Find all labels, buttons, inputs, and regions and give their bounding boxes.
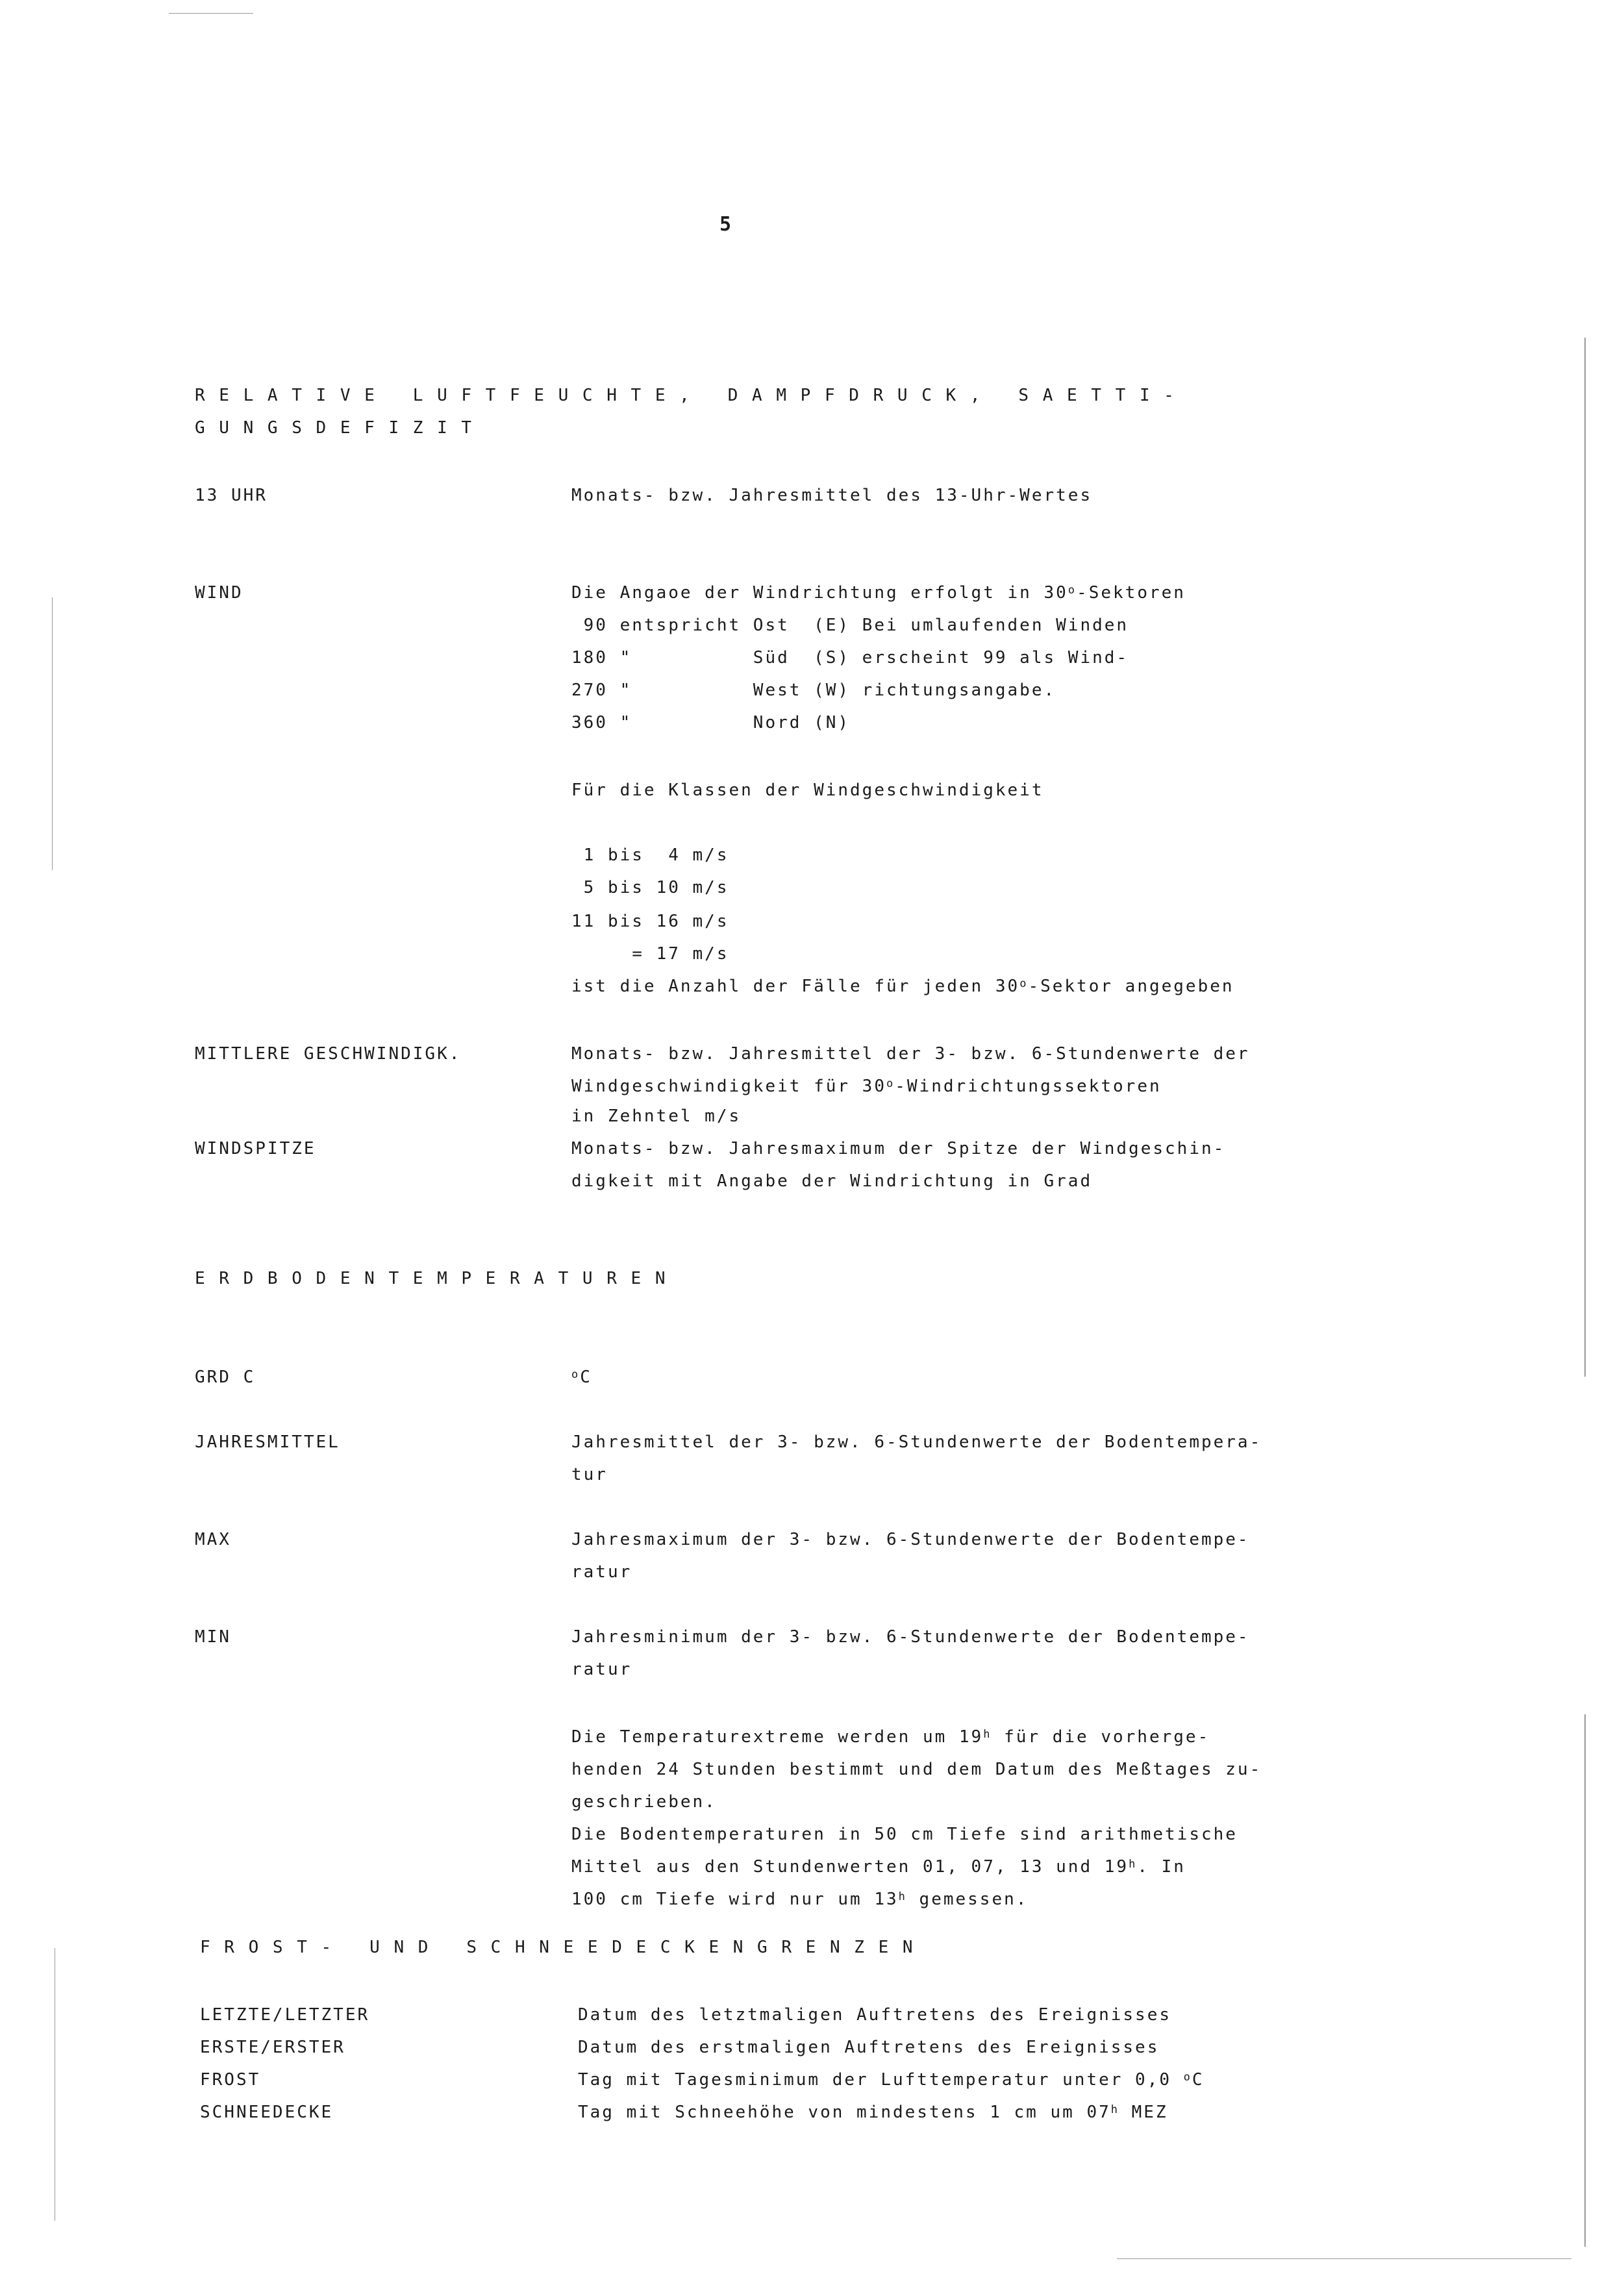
definition-snow-cover: Tag mit Schneehöhe von mindestens 1 cm um 07$^h$ MEZ bbox=[578, 2103, 1168, 2122]
term-frost: FROST bbox=[200, 2070, 261, 2090]
definition-annual-mean-line-1: Jahresmittel der 3- bzw. 6-Stundenwerte der Bodentempera- bbox=[571, 1432, 1262, 1452]
term-13-uhr: 13 UHR bbox=[195, 486, 268, 505]
definition-max-line-2: ratur bbox=[571, 1562, 632, 1582]
term-mean-speed: MITTLERE GESCHWINDIGK. bbox=[195, 1044, 462, 1064]
definition-wind-gust-line-1: Monats- bzw. Jahresmaximum der Spitze der Windgeschin- bbox=[571, 1139, 1226, 1158]
definition-last: Datum des letztmaligen Auftretens des Ereignisses bbox=[578, 2005, 1172, 2025]
term-wind-gust: WINDSPITZE bbox=[195, 1139, 316, 1158]
term-snow-cover: SCHNEEDECKE bbox=[200, 2103, 334, 2122]
section-heading-humidity: R E L A T I V E L U F T F E U C H T E , D A M P F D R U C K , S A E T T I - bbox=[195, 386, 1176, 405]
note-depth-line-3: 100 cm Tiefe wird nur um 13$^h$ gemessen. bbox=[571, 1890, 1029, 1909]
note-depth-line-2: Mittel aus den Stundenwerten 01, 07, 13 und 19$^h$. In bbox=[571, 1857, 1186, 1877]
wind-classes-intro: Für die Klassen der Windgeschwindigkeit bbox=[571, 781, 1044, 800]
definition-wind-gust-line-2: digkeit mit Angabe der Windrichtung in Grad bbox=[571, 1171, 1093, 1191]
term-last: LETZTE/LETZTER bbox=[200, 2005, 370, 2025]
definition-min-line-1: Jahresminimum der 3- bzw. 6-Stundenwerte der Bodentempe- bbox=[571, 1627, 1250, 1647]
definition-min-line-2: ratur bbox=[571, 1660, 632, 1679]
definition-wind-line-3: 180 " Süd (S) erscheint 99 als Wind- bbox=[571, 648, 1129, 668]
section-heading-soil: E R D B O D E N T E M P E R A T U R E N bbox=[195, 1269, 668, 1288]
scan-edge-line-lower bbox=[1584, 1714, 1586, 2247]
definition-13-uhr: Monats- bzw. Jahresmittel des 13-Uhr-Wertes bbox=[571, 486, 1093, 505]
definition-annual-mean-line-2: tur bbox=[571, 1465, 608, 1484]
scan-top-line bbox=[169, 13, 253, 14]
definition-mean-speed-line-3: in Zehntel m/s bbox=[571, 1106, 742, 1126]
definition-mean-speed-line-2: Windgeschwindigkeit für 30$^o$-Windrichtungssektoren bbox=[571, 1077, 1162, 1096]
definition-mean-speed-line-1: Monats- bzw. Jahresmittel der 3- bzw. 6-Stundenwerte der bbox=[571, 1044, 1250, 1064]
definition-wind-line-1: Die Angaoe der Windrichtung erfolgt in 30$^o$-Sektoren bbox=[571, 583, 1186, 603]
note-extremes-line-1: Die Temperaturextreme werden um 19$^h$ für die vorherge- bbox=[571, 1727, 1210, 1747]
note-extremes-line-3: geschrieben. bbox=[571, 1792, 717, 1812]
term-max: MAX bbox=[195, 1530, 231, 1549]
scan-edge-line bbox=[1584, 338, 1586, 1377]
term-first: ERSTE/ERSTER bbox=[200, 2038, 345, 2057]
definition-wind-line-4: 270 " West (W) richtungsangabe. bbox=[571, 681, 1056, 700]
wind-class-3: 11 bis 16 m/s bbox=[571, 912, 729, 931]
term-wind: WIND bbox=[195, 583, 244, 603]
scan-left-mark bbox=[52, 597, 53, 870]
definition-wind-line-5: 360 " Nord (N) bbox=[571, 713, 851, 732]
wind-count-note: ist die Anzahl der Fälle für jeden 30$^o$-Sektor angegeben bbox=[571, 977, 1234, 996]
definition-grd-c: $^o$C bbox=[571, 1368, 592, 1387]
scan-bottom-line bbox=[1117, 2258, 1571, 2259]
wind-class-2: 5 bis 10 m/s bbox=[571, 878, 729, 897]
definition-first: Datum des erstmaligen Auftretens des Ereignisses bbox=[578, 2038, 1160, 2057]
note-extremes-line-2: henden 24 Stunden bestimmt und dem Datum des Meßtages zu- bbox=[571, 1760, 1262, 1779]
definition-frost: Tag mit Tagesminimum der Lufttemperatur unter 0,0 $^o$C bbox=[578, 2070, 1205, 2090]
section-heading-humidity-cont: G U N G S D E F I Z I T bbox=[195, 418, 474, 438]
section-heading-frost-snow: F R O S T - U N D S C H N E E D E C K E N G R E N Z E N bbox=[200, 1938, 915, 1957]
wind-class-4: = 17 m/s bbox=[571, 944, 729, 964]
page-number: 5 bbox=[719, 213, 732, 236]
term-annual-mean: JAHRESMITTEL bbox=[195, 1432, 340, 1452]
definition-max-line-1: Jahresmaximum der 3- bzw. 6-Stundenwerte der Bodentempe- bbox=[571, 1530, 1250, 1549]
definition-wind-line-2: 90 entspricht Ost (E) Bei umlaufenden Winden bbox=[571, 616, 1129, 635]
wind-class-1: 1 bis 4 m/s bbox=[571, 845, 729, 865]
note-depth-line-1: Die Bodentemperaturen in 50 cm Tiefe sind arithmetische bbox=[571, 1825, 1238, 1844]
term-min: MIN bbox=[195, 1627, 231, 1647]
term-grd-c: GRD C bbox=[195, 1368, 256, 1387]
